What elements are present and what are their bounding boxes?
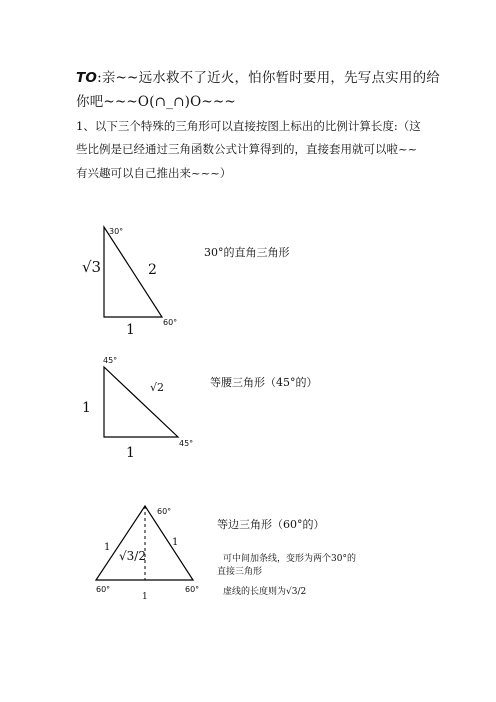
t2-side-hyp: √2 <box>150 381 165 394</box>
t3-side-bottom: 1 <box>142 592 148 602</box>
greeting-to: TO <box>76 70 98 86</box>
t3-angle-top: 60° <box>157 507 172 516</box>
greeting-line-2: 你吧~~~O(∩_∩)O~~~ <box>76 94 236 110</box>
t1-caption: 30°的直角三角形 <box>204 246 290 259</box>
t1-angle-right: 60° <box>163 318 178 327</box>
paragraph-line-1: 1、以下三个特殊的三角形可以直接按图上标出的比例计算长度:（这 <box>76 119 421 133</box>
triangle-45-45-90 <box>104 367 178 437</box>
greeting-text-1: :亲~~远水救不了近火，怕你暂时要用，先写点实用的给 <box>97 70 440 86</box>
t2-angle-top: 45° <box>103 356 118 365</box>
paragraph-line-3: 有兴趣可以自己推出来~~~） <box>76 166 232 180</box>
t2-caption: 等腰三角形（45°的） <box>210 376 318 389</box>
t1-side-left: √3 <box>82 258 102 276</box>
t2-side-bottom: 1 <box>126 445 135 461</box>
t3-side-left: 1 <box>104 542 111 553</box>
t3-note-line-1: 可中间加条线，变形为两个30°的 <box>223 554 356 564</box>
t2-side-left: 1 <box>82 400 91 416</box>
t3-median-label: √3/2 <box>119 549 146 563</box>
t3-note-line-3: 虚线的长度则为√3/2 <box>223 587 307 597</box>
t1-side-bottom: 1 <box>126 322 135 338</box>
t1-angle-top: 30° <box>109 227 124 236</box>
t2-angle-right: 45° <box>179 439 194 448</box>
paragraph-line-2: 些比例是已经通过三角函数公式计算得到的，直接套用就可以啦~~ <box>76 142 418 156</box>
t1-side-hyp: 2 <box>148 262 157 278</box>
t3-angle-right: 60° <box>185 585 200 594</box>
t3-caption: 等边三角形（60°的） <box>217 518 325 531</box>
t3-angle-left: 60° <box>96 585 111 594</box>
t3-note-line-2: 直接三角形 <box>217 567 263 577</box>
t3-side-right: 1 <box>172 537 179 548</box>
